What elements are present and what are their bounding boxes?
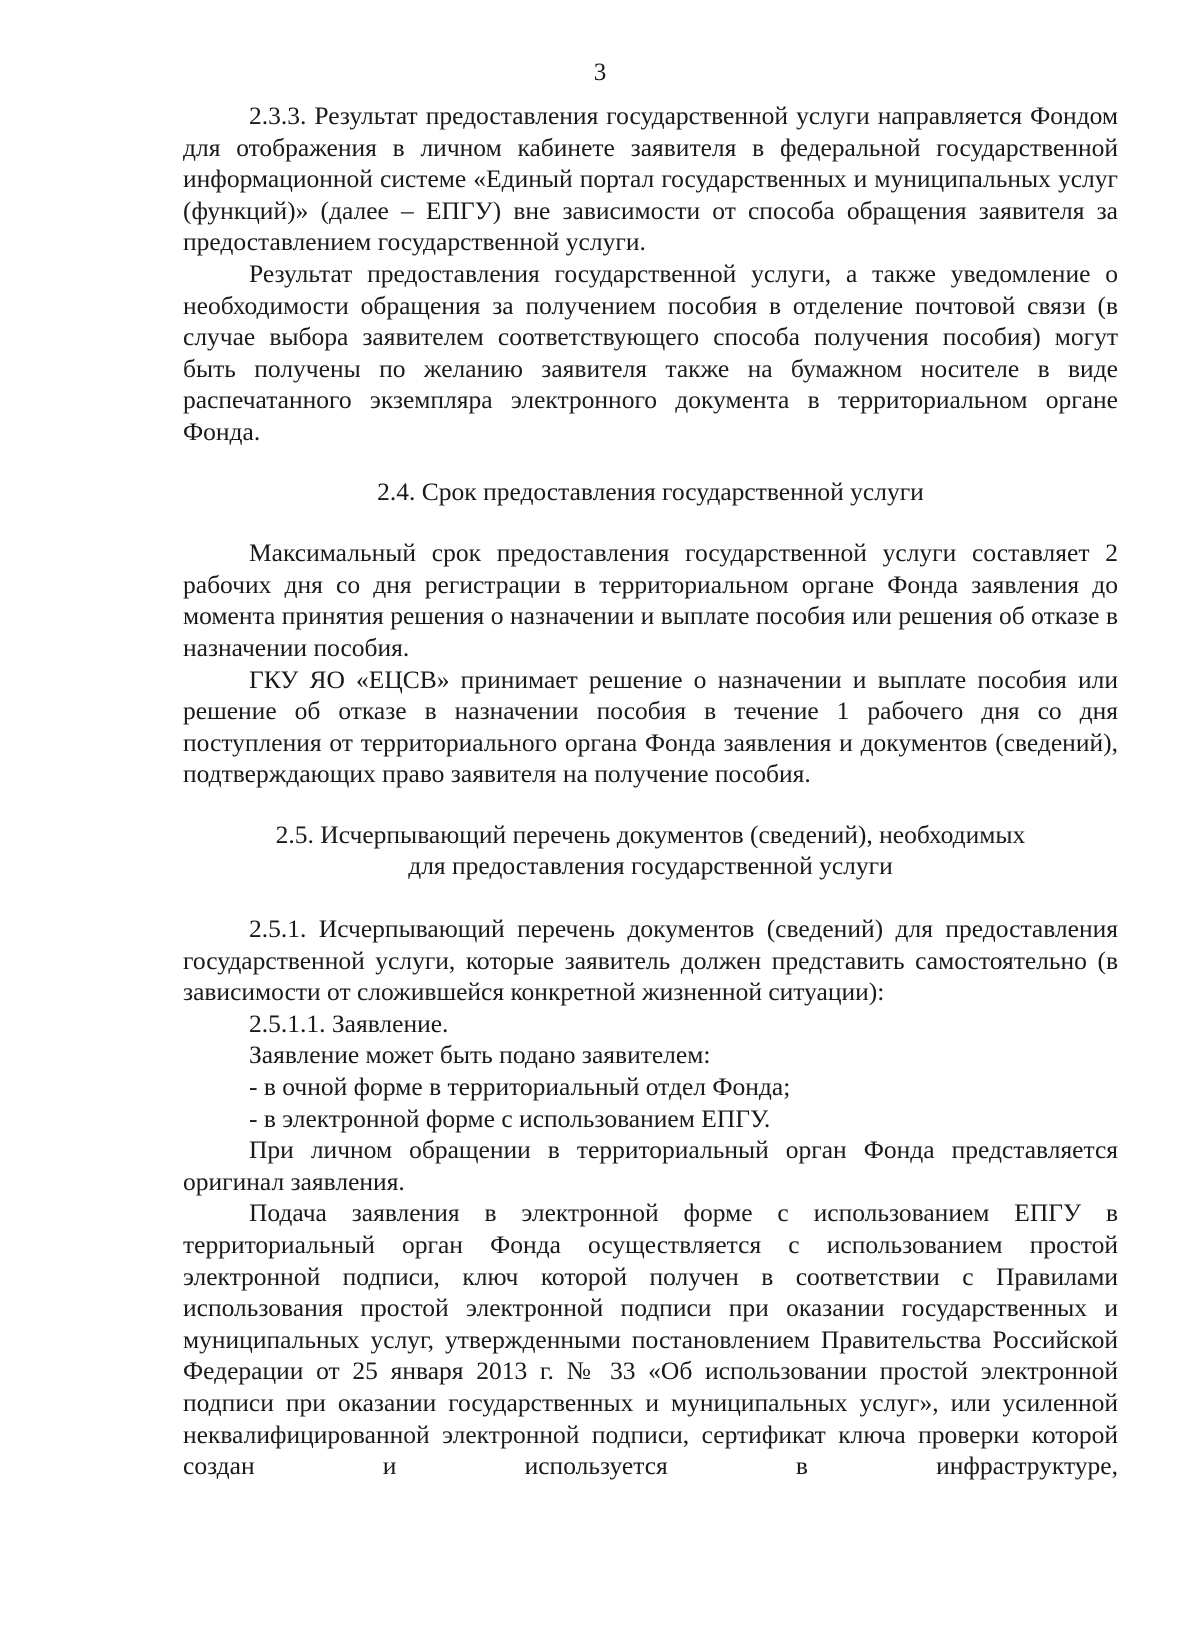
- paragraph-electronic-submission: Подача заявления в электронной форме с использованием ЕПГУ в территориальный орган Фонда осуществляется с использованием простой электронной подписи, ключ которой получен в соответствии с Правилами использования простой электронной подписи при оказании государственных и муниципальных услуг, утвержденными постановлением Правительства Российской Федерации от 25 января 2013 г. № 33 «Об использовании простой электронной подписи при оказании государственных и муниципальных услуг», или усиленной неквалифицированной электронной подписи, сертификат ключа проверки которой создан и используется в инфраструктуре,: [183, 1198, 1118, 1481]
- paragraph-personal-appeal: При личном обращении в территориальный орган Фонда представляется оригинал заявления.: [183, 1135, 1118, 1196]
- paragraph-2-5-1-1: 2.5.1.1. Заявление.: [249, 1008, 449, 1038]
- paragraph-max-term: Максимальный срок предоставления государственной услуги составляет 2 рабочих дня со дня регистрации в территориальном органе Фонда заявления до момента принятия решения о назначении и выплате пособия или решения об отказе в назначении пособия.: [183, 538, 1118, 662]
- paragraph-may-submit: Заявление может быть подано заявителем:: [249, 1040, 711, 1070]
- paragraph-gku-decision: ГКУ ЯО «ЕЦСВ» принимает решение о назначении и выплате пособия или решение об отказе в назначении пособия в течение 1 рабочего дня со дня поступления от территориального органа Фонда заявления и документов (сведений), подтверждающих право заявителя на получение пособия.: [183, 664, 1118, 789]
- paragraph-2-3-3: 2.3.3. Результат предоставления государственной услуги направляется Фондом для отображения в личном кабинете заявителя в федеральной государственной информационной системе «Единый портал государственных и муниципальных услуг (функций)» (далее – ЕПГУ) вне зависимости от способа обращения заявителя за предоставлением государственной услуги.: [183, 101, 1118, 257]
- document-body: [183, 100, 1118, 1482]
- list-item-in-person: - в очной форме в территориальный отдел Фонда;: [249, 1072, 791, 1102]
- page-number: 3: [593, 59, 607, 86]
- paragraph-result: Результат предоставления государственной услуги, а также уведомление о необходимости обращения за получением пособия в отделение почтовой связи (в случае выбора заявителем соответствующего способа получения пособия) могут быть получены по желанию заявителя также на бумажном носителе в виде распечатанного экземпляра электронного документа в территориальном органе Фонда.: [183, 258, 1118, 446]
- list-item-electronic: - в электронной форме с использованием ЕПГУ.: [249, 1103, 771, 1133]
- section-heading-2-4: 2.4. Срок предоставления государственной услуги: [377, 476, 924, 506]
- section-heading-2-5-line-2: для предоставления государственной услуги: [408, 851, 893, 881]
- section-heading-2-5-line-1: 2.5. Исчерпывающий перечень документов (сведений), необходимых: [275, 819, 1026, 849]
- paragraph-2-5-1: 2.5.1. Исчерпывающий перечень документов (сведений) для предоставления государственной услуги, которые заявитель должен представить самостоятельно (в зависимости от сложившейся конкретной жизненной ситуации):: [183, 914, 1118, 1007]
